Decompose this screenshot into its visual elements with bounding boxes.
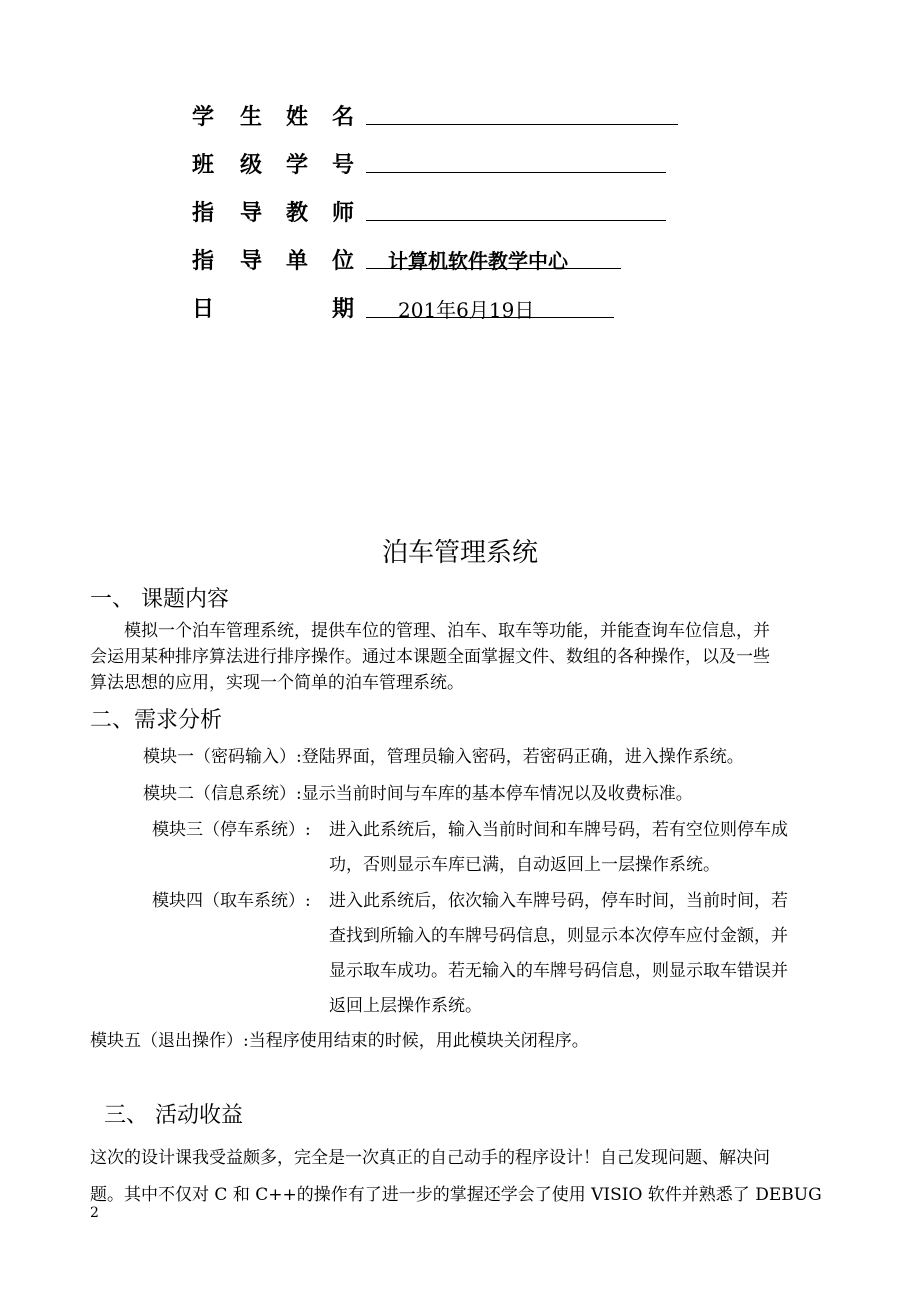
section2-heading: 二、需求分析 <box>90 708 223 733</box>
para-line: 这次的设计课我受益颇多，完全是一次真正的自己动手的程序设计！自己发现问题、解决问 <box>90 1148 770 1168</box>
label-char: 日 <box>192 297 215 322</box>
page-number: 2 <box>90 1205 99 1221</box>
label-char: 名 <box>332 105 355 130</box>
class-id-field[interactable] <box>366 171 666 173</box>
label-char: 学 <box>286 153 309 178</box>
teacher-field[interactable] <box>366 219 666 221</box>
section3-paragraph <box>90 1140 822 1214</box>
module-1 <box>143 740 744 775</box>
date-field[interactable] <box>366 316 614 318</box>
label-char: 指 <box>192 201 215 226</box>
document-title: 泊车管理系统 <box>381 538 538 568</box>
module-label: 模块二（信息系统）: <box>143 784 302 804</box>
module-line: 进入此系统后，依次输入车牌号码，停车时间，当前时间，若 <box>329 891 788 911</box>
module-line: 功，否则显示车库已满，自动返回上一层操作系统。 <box>329 855 720 875</box>
module-line: 显示取车成功。若无输入的车牌号码信息，则显示取车错误并 <box>329 961 788 981</box>
module-line: 返回上层操作系统。 <box>329 996 482 1016</box>
label-unit <box>0 244 360 274</box>
label-char: 教 <box>286 201 309 226</box>
section1-paragraph <box>90 618 770 696</box>
module-3-text <box>329 813 788 883</box>
label-teacher <box>0 196 360 226</box>
label-char: 师 <box>332 201 355 226</box>
module-text: 显示当前时间与车库的基本停车情况以及收费标准。 <box>301 784 693 804</box>
section1-heading: 一、 课题内容 <box>90 587 229 612</box>
module-5 <box>90 1028 589 1054</box>
label-char: 生 <box>240 105 263 130</box>
label-char: 指 <box>192 249 215 274</box>
label-char: 姓 <box>286 105 309 130</box>
label-date <box>0 292 360 322</box>
label-char: 学 <box>192 105 215 130</box>
module-3-label: 模块三（停车系统）: <box>152 820 311 840</box>
module-text: 登陆界面，管理员输入密码，若密码正确，进入操作系统。 <box>301 747 744 767</box>
unit-value: 计算机软件教学中心 <box>388 249 568 273</box>
section3-heading: 三、 活动收益 <box>104 1103 243 1128</box>
module-line: 进入此系统后，输入当前时间和车牌号码，若有空位则停车成 <box>329 820 788 840</box>
module-4-text <box>329 884 788 1024</box>
module-text: 当程序使用结束的时候，用此模块关闭程序。 <box>248 1031 589 1051</box>
label-char: 单 <box>286 249 309 274</box>
module-label: 模块一（密码输入）: <box>143 747 302 767</box>
label-char: 级 <box>240 153 263 178</box>
para-line: 模拟一个泊车管理系统，提供车位的管理、泊车、取车等功能，并能查询车位信息，并 <box>124 621 770 641</box>
label-char: 导 <box>240 201 263 226</box>
label-class-id <box>0 148 360 178</box>
module-label: 模块五（退出操作）: <box>90 1031 249 1051</box>
label-char: 位 <box>332 249 355 274</box>
label-char: 导 <box>240 249 263 274</box>
module-4-label: 模块四（取车系统）: <box>152 891 311 911</box>
label-student-name <box>0 100 360 130</box>
label-char: 期 <box>332 297 355 322</box>
label-char: 班 <box>192 153 215 178</box>
label-char: 号 <box>332 153 355 178</box>
para-line: 会运用某种排序算法进行排序操作。通过本课题全面掌握文件、数组的各种操作，以及一些 <box>90 647 770 667</box>
para-line: 题。其中不仅对 C 和 C++的操作有了进一步的掌握还学会了使用 VISIO 软件并熟悉了 DEBUG <box>90 1185 822 1205</box>
para-line: 算法思想的应用，实现一个简单的泊车管理系统。 <box>90 673 464 693</box>
date-value: 201年6月19日 <box>398 298 535 322</box>
module-2 <box>143 777 693 812</box>
student-name-field[interactable] <box>366 123 678 125</box>
unit-field[interactable] <box>366 267 621 269</box>
module-line: 查找到所输入的车牌号码信息，则显示本次停车应付金额，并 <box>329 926 788 946</box>
